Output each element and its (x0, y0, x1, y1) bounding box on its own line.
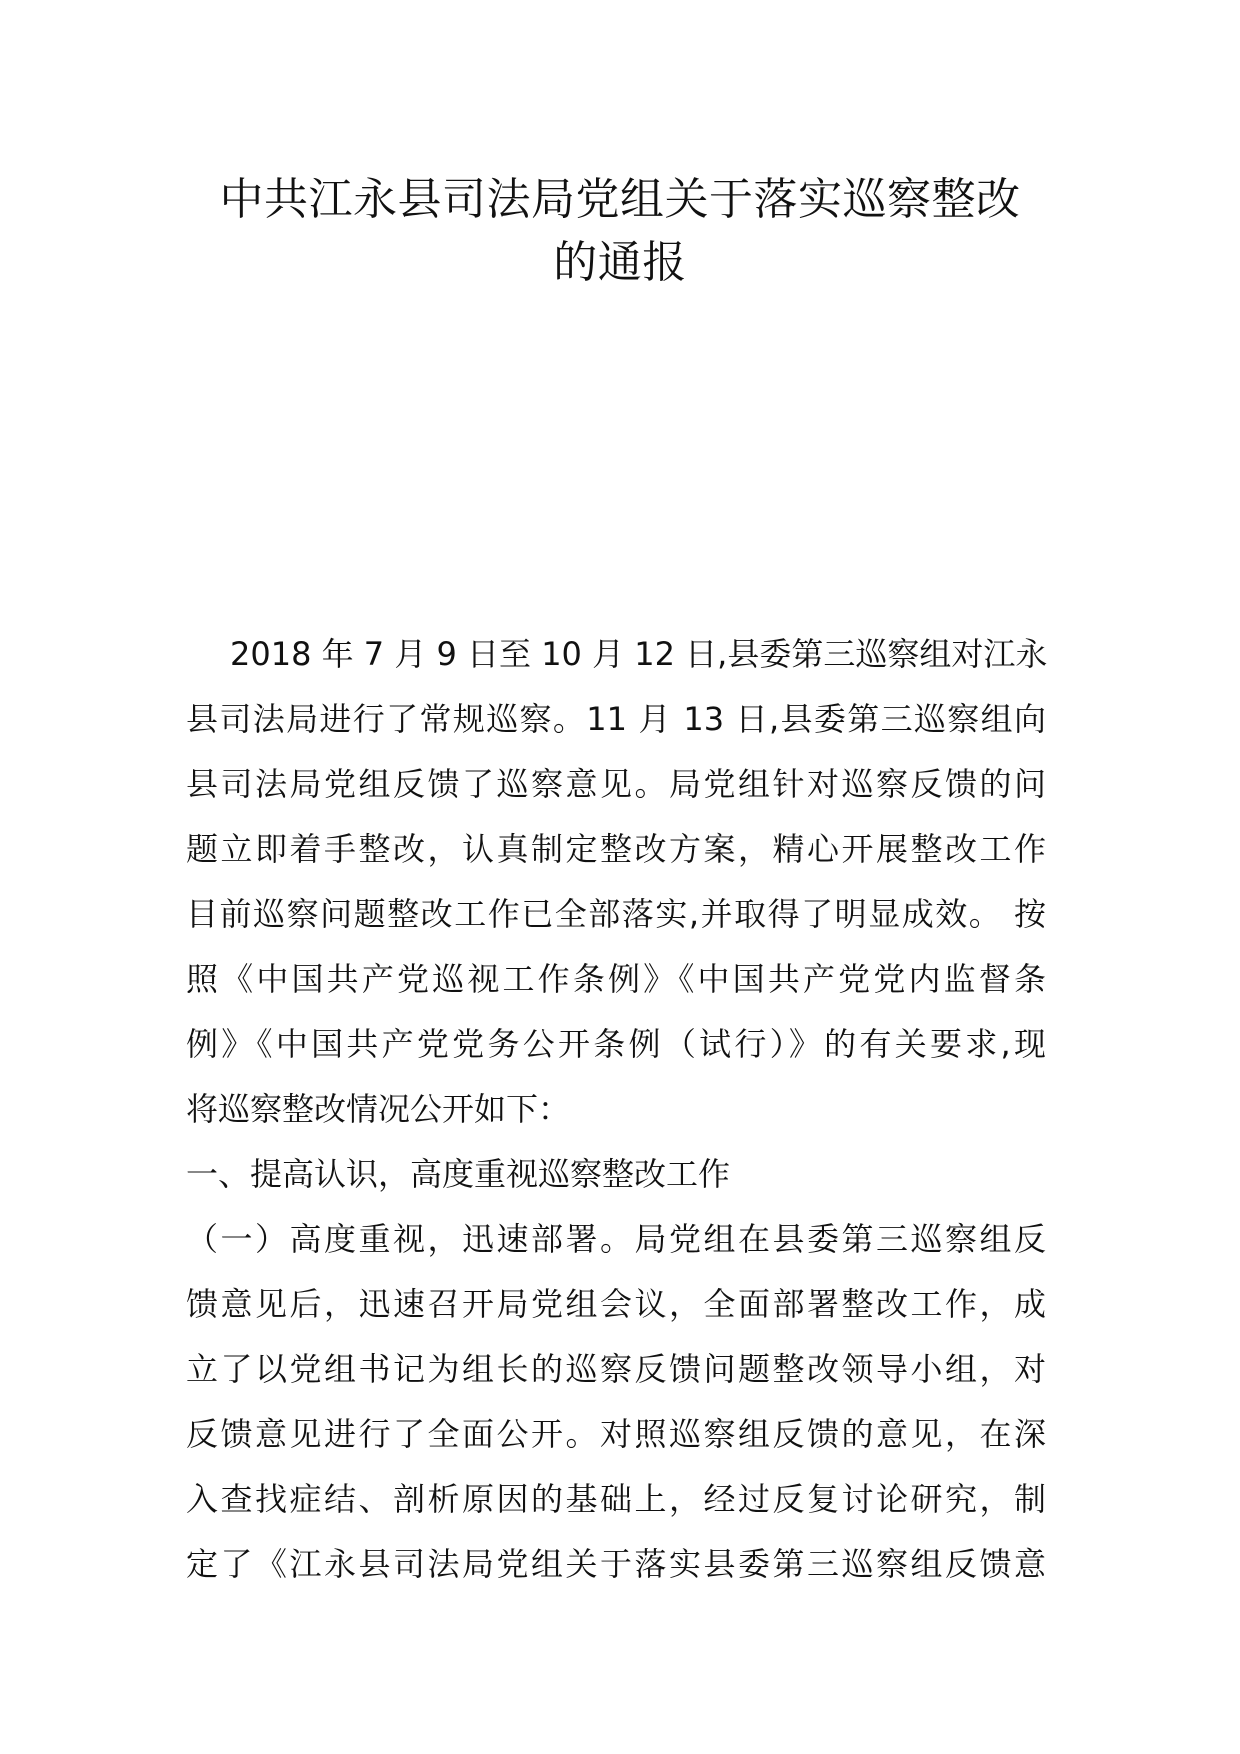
paragraph-line: 题立即着手整改，认真制定整改方案，精心开展整改工作 (186, 830, 1046, 868)
paragraph-line: 馈意见后，迅速召开局党组会议，全面部署整改工作，成 (186, 1285, 1046, 1323)
paragraph-line: 县司法局进行了常规巡察。11 月 13 日,县委第三巡察组向 (186, 700, 1046, 738)
paragraph-line: 入查找症结、剖析原因的基础上，经过反复讨论研究，制 (186, 1480, 1046, 1518)
document-body (186, 622, 1046, 1597)
paragraph-line: 照《中国共产党巡视工作条例》《中国共产党党内监督条 (186, 960, 1046, 998)
paragraph-line: （一）高度重视，迅速部署。局党组在县委第三巡察组反 (186, 1220, 1046, 1258)
section-heading: 一、提高认识，高度重视巡察整改工作 (186, 1155, 731, 1193)
paragraph-line: 目前巡察问题整改工作已全部落实,并取得了明显成效。 按 (186, 895, 1046, 933)
paragraph-line: 县司法局党组反馈了巡察意见。局党组针对巡察反馈的问 (186, 765, 1046, 803)
title-line-1: 中共江永县司法局党组关于落实巡察整改 (219, 174, 1021, 225)
paragraph-line: 定了《江永县司法局党组关于落实县委第三巡察组反馈意 (186, 1545, 1046, 1583)
paragraph-line: 2018 年 7 月 9 日至 10 月 12 日,县委第三巡察组对江永 (230, 635, 1048, 673)
title-line-2: 的通报 (553, 237, 687, 288)
paragraph-line: 反馈意见进行了全面公开。对照巡察组反馈的意见，在深 (186, 1415, 1046, 1453)
document-title (150, 168, 1090, 294)
paragraph-line: 将巡察整改情况公开如下： (186, 1090, 571, 1128)
paragraph-line: 例》《中国共产党党务公开条例（试行）》的有关要求,现 (186, 1025, 1046, 1063)
paragraph-line: 立了以党组书记为组长的巡察反馈问题整改领导小组，对 (186, 1350, 1046, 1388)
